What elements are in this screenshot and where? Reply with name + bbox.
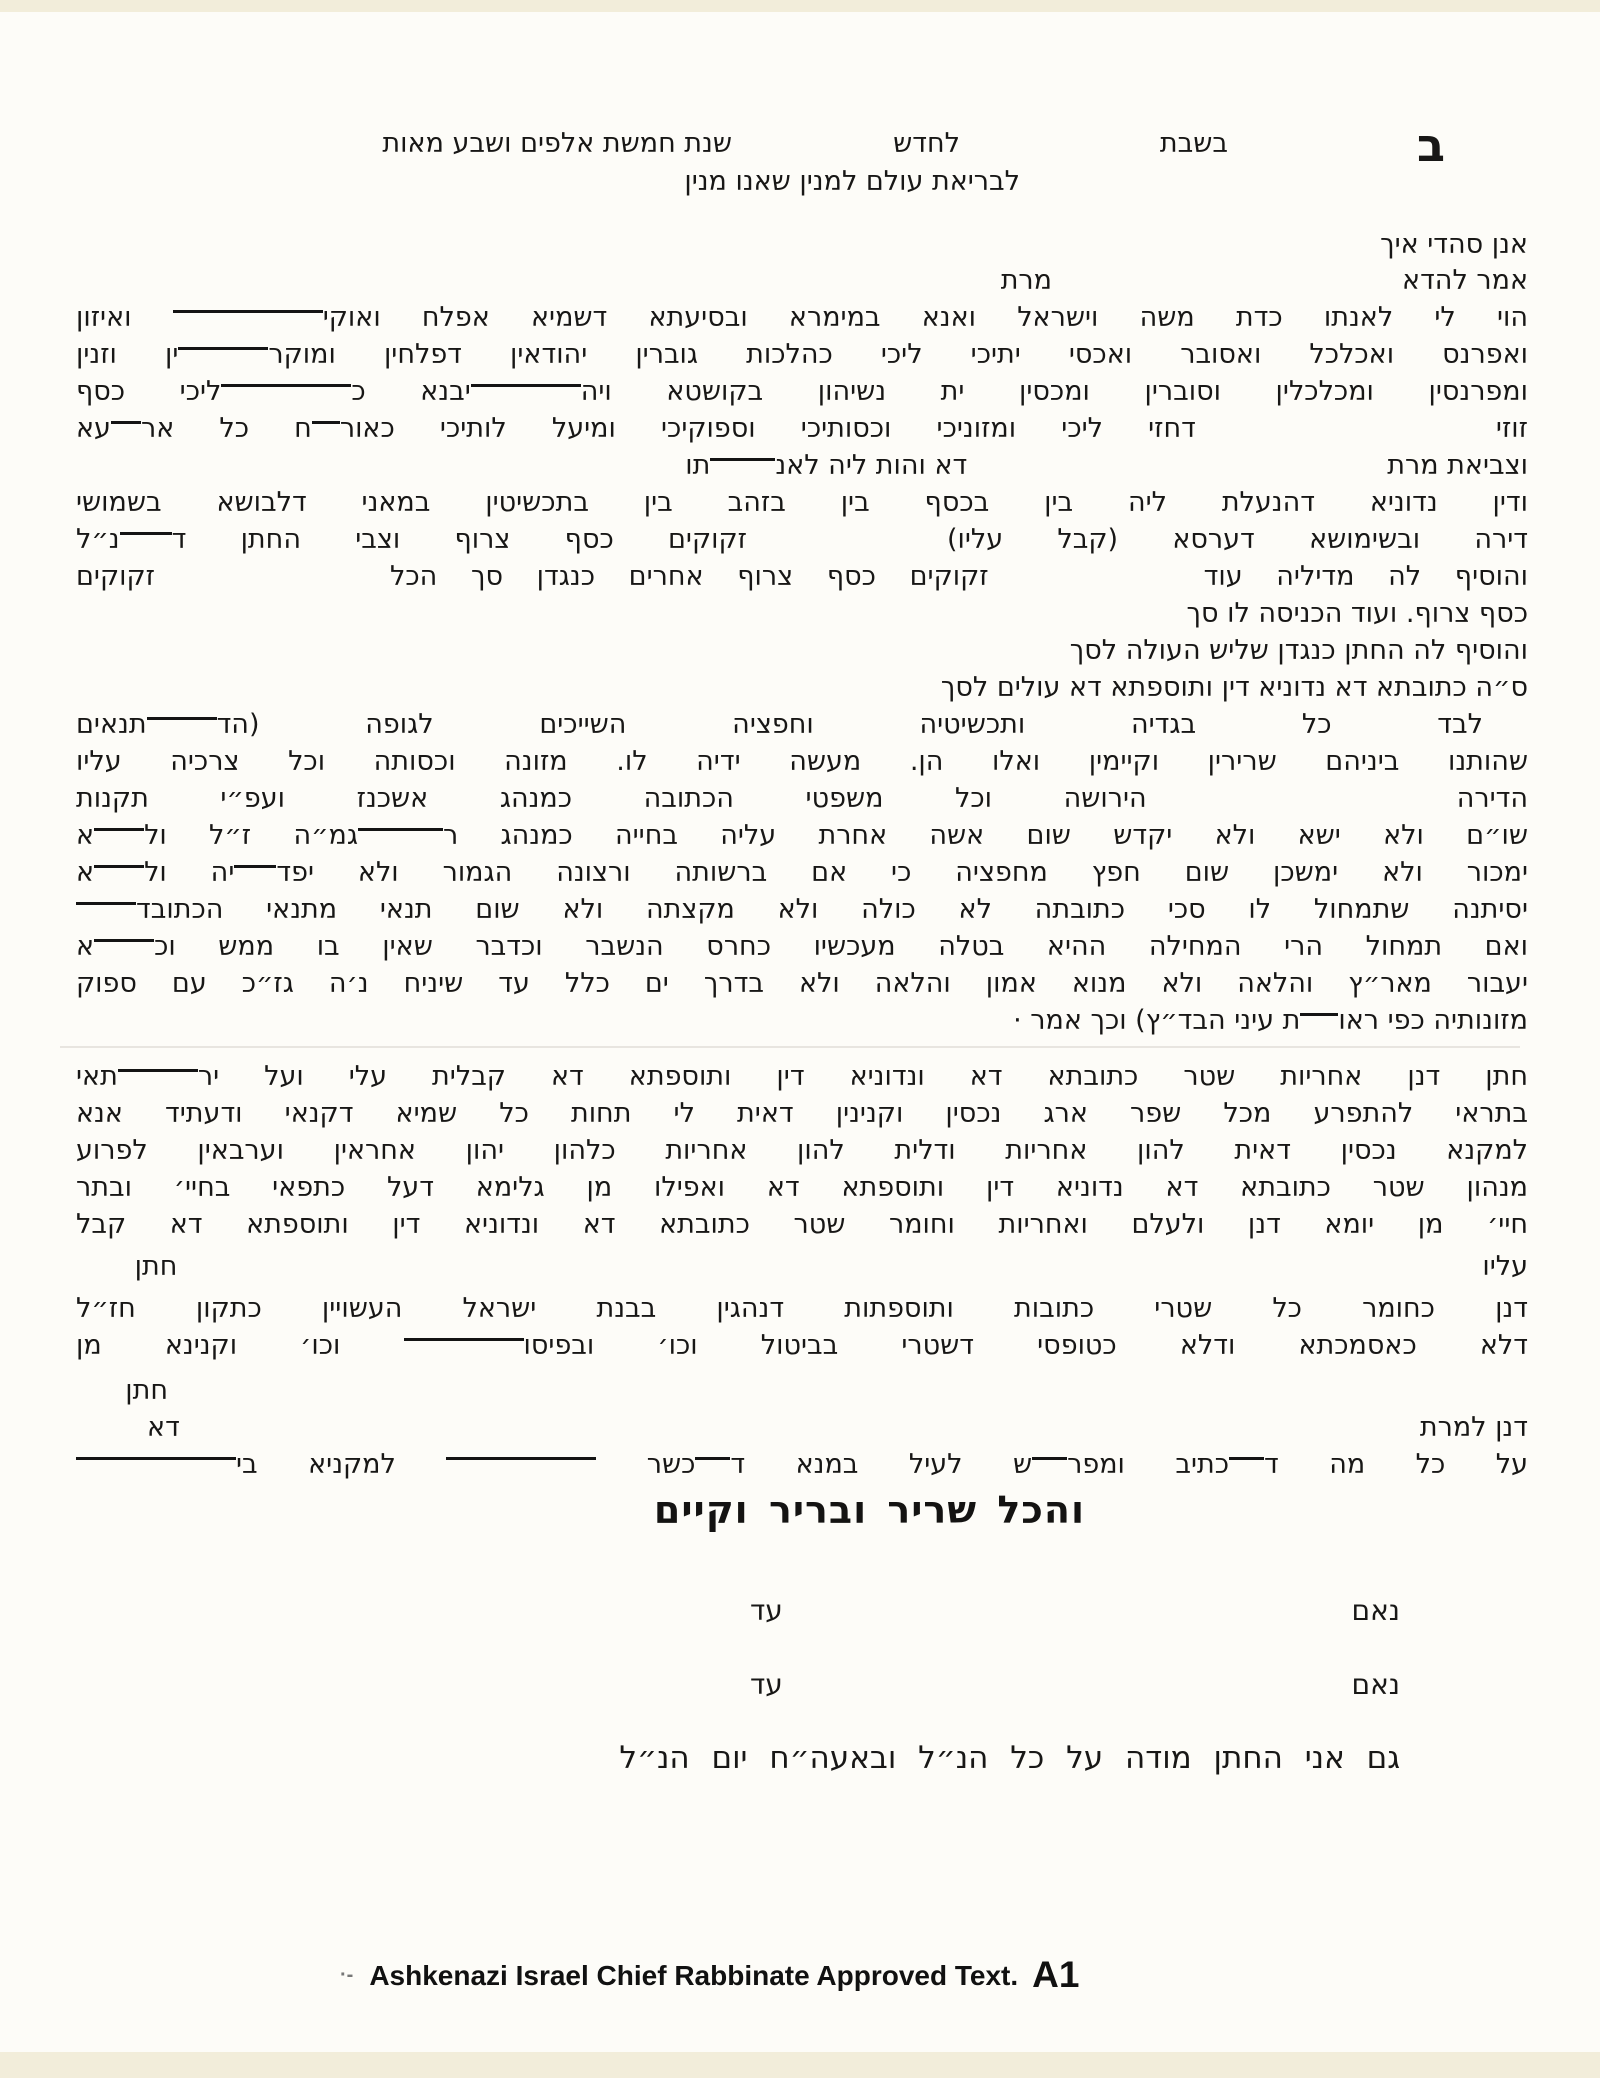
ketubah-line-6: זוזידחזי ליכי ומזוניכי וכסותיכי וספוקיכי ומיעל לותיכי כאורח כל ארעא [76,413,1528,444]
stretched-letter-rule [312,421,340,438]
ketubah-line-9: דירה ובשימושא דערסא (קבל עליו)זקוקים כסף צרוף וצבי החתן דנ״ל [76,524,1528,555]
ketubah-line-28: עליוחתן [134,1251,1528,1282]
header-beshabbat: בשבת [1159,128,1228,159]
witness-1-ed-label: עד [750,1594,783,1627]
ketubah-line-8: ודין נדוניא דהנעלת ליה בין בכסף בין בזהב בין בתכשיטין במאני דלבושא בשמושי [76,487,1528,518]
fill-in-blank [1147,805,1457,807]
stretched-letter-rule [178,347,268,364]
stretched-letter-rule [120,532,172,549]
scan-margin-bottom [0,2052,1600,2078]
ketubah-line-21: יעבור מאר״ץ והלאה ולא מנוא אמון והלאה ולא בדרך ים כלל עד שיניח נ׳ה גז״כ עם ספוק [76,968,1528,999]
ketubah-line-5: ומפרנסין ומכלכלין וסוברין ומכסין ית נשיהון בקושטא ויהיבנא כליכי כסף [76,376,1528,407]
stretched-letter-rule [221,384,351,401]
ketubah-line-1: אנן סהדי איך [1380,229,1528,260]
ketubah-line-11: כסף צרוף. ועוד הכניסה לו סך [1186,598,1528,629]
stretched-letter-rule [1032,1457,1067,1474]
ketubah-line-14: לבד כל בגדיה ותכשיטיה וחפציה השייכים לגופה (הדתנאים [76,708,1528,742]
ketubah-line-23: חתן דנן אחריות שטר כתובתא דא ונדוניא דין ותוספתא דא קבלית עלי ועל ירתאי [76,1061,1528,1092]
stretched-letter-rule [147,717,217,734]
fill-in-blank [1483,731,1528,733]
header-livriat-olam: לבריאת עולם למנין שאנו מנין [684,166,1020,197]
stretched-letter-rule [446,1457,596,1474]
ketubah-line-25: למקנא נכסין דאית להון אחריות ודלית להון אחריות כלהון יהון אחראין וערבאין לפרוע [76,1135,1528,1166]
ketubah-line-17: שו״ם ולא ישא ולא יקדש שום אשה אחרת עליה בחייה כמנהג רגמ״ה ז״ל ולא [76,820,1528,851]
page-letter: ב [1416,118,1445,172]
fill-in-blank [1052,287,1402,289]
stretched-letter-rule [471,384,581,401]
ketubah-line-4: ואפרנס ואכלכל ואסובר ואכסי יתיכי ליכי כהלכות גוברין יהודאין דפלחין ומוקרין וזנין [76,339,1529,370]
fill-in-blank [168,1397,1528,1399]
stretched-letter-rule [1229,1457,1264,1474]
witness-line-2 [750,1668,1400,1701]
ketubah-line-19: יסיתנה שתמחול לו סכי כתובתה לא כולה ולא מקצתה ולא שום תנאי מתנאי הכתובד [76,893,1528,927]
header-year: שנת חמשת אלפים ושבע מאות [382,128,732,159]
fill-in-blank [747,546,947,548]
witness-line-1 [750,1594,1400,1627]
header-lachodesh: לחדש [893,128,960,159]
scan-artifact-line [60,1046,1520,1048]
ketubah-line-2: אמר להדאמרת [1000,265,1528,296]
stretched-letter-rule [1300,1013,1338,1030]
stretched-letter-rule [358,828,443,845]
fill-in-blank [180,1434,1420,1436]
stretched-letter-rule [94,939,154,956]
fill-in-blank [989,583,1204,585]
stretched-letter-rule [111,421,141,438]
document-caption [340,1954,1079,1996]
ketubah-line-7: וצביאת מרתדא והות ליה לאנתו [685,450,1528,481]
fill-in-blank [1196,435,1496,437]
ketubah-line-26: מנהון שטר כתובתא דא נדוניא דין ותוספתא דא ואפילו מן גלימא דעל כתפאי בחיי׳ ובתר [76,1172,1528,1203]
ketubah-line-13: ס״ה כתובתא דא נדוניא דין ותוספתא דא עולים לסך [940,672,1528,703]
stretched-letter-rule [710,458,775,475]
ketubah-line-31: חתן [76,1374,1528,1408]
ketubah-line-33: על כל מה דכתיב ומפרש לעיל במנא דכשר למקניא בי [76,1448,1528,1482]
ketubah-line-3: הוי לי לאנתו כדת משה וישראל ואנא במימרא ובסיעתא דשמיא אפלח ואוקי ואיזון [76,302,1528,333]
stretched-letter-rule [118,1069,198,1086]
ketubah-line-10: והוסיף לה מדיליה עודזקוקים כסף צרוף אחרים כנגדן סך הכלזקוקים [76,561,1528,592]
scan-margin-top [0,0,1600,12]
stretched-letter-rule [234,865,276,882]
ketubah-line-22: מזונותיה כפי ראות עיני הבד״ץ) וכך אמר · [1013,1005,1528,1036]
witness-2-neum-label: נאם [1351,1668,1400,1701]
witness-2-ed-label: עד [750,1668,783,1701]
fill-in-blank [155,583,390,585]
declaration-line: והכל שריר ובריר וקיים [653,1488,1085,1532]
groom-acknowledgement-line: גם אני החתן מודה על כל הנ״ל ובאעה״ח יום הנ״ל [619,1740,1400,1776]
ketubah-line-32: דנן למרתדא [147,1412,1528,1443]
ketubah-line-12: והוסיף לה החתן כנגדן שליש העולה לסך [1069,635,1528,666]
scan-speck: ·- [340,1964,354,1986]
ketubah-line-29: דנן כחומר כל שטרי כתובות ותוספתות דנהגין בבנת ישראל העשויין כתקון חז״ל [76,1293,1528,1324]
stretched-letter-rule [94,865,144,882]
stretched-letter-rule [76,1457,236,1474]
ketubah-line-24: בתראי להתפרע מכל שפר ארג נכסין וקנינין דאית לי תחות כל שמיא דקנאי ודעתיד אנא [76,1098,1528,1129]
stretched-letter-rule [404,1338,524,1355]
fill-in-blank [967,472,1387,474]
ketubah-line-16: הדירההירושה וכל משפטי הכתובה כמנהג אשכנז ועפ״י תקנות [76,783,1528,814]
stretched-letter-rule [695,1457,730,1474]
ketubah-line-18: ימכור ולא ימשכן שום חפץ מחפציה כי אם ברשותה ורצונה הגמור ולא יפדיה ולא [76,857,1528,888]
ketubah-line-15: שהותנו ביניהם שרירין וקיימין ואלו הן. מעשה ידיה לו. מזונה וכסותה וכל צרכיה עליו [76,746,1528,777]
stretched-letter-rule [173,310,323,327]
witness-1-neum-label: נאם [1351,1594,1400,1627]
caption-text: Ashkenazi Israel Chief Rabbinate Approved Text. [369,1960,1019,1991]
ketubah-line-27: חיי׳ מן יומא דנן ולעלם ואחריות וחומר שטר כתובתא דא ונדוניא דין ותוספתא דא קבל [76,1209,1528,1240]
caption-code: A1 [1032,1954,1080,1995]
fill-in-blank [177,1273,1482,1275]
ketubah-line-30: דלא כאסמכתא ודלא כטופסי דשטרי בביטול וכו׳ ובפיסו וכו׳ וקנינא מן [76,1330,1528,1361]
ketubah-line-20: ואם תמחול הרי המחילה ההיא בטלה מעכשיו כחרס הנשבר וכדבר שאין בו ממש וכא [76,931,1528,962]
stretched-letter-rule [76,902,136,919]
stretched-letter-rule [94,828,144,845]
